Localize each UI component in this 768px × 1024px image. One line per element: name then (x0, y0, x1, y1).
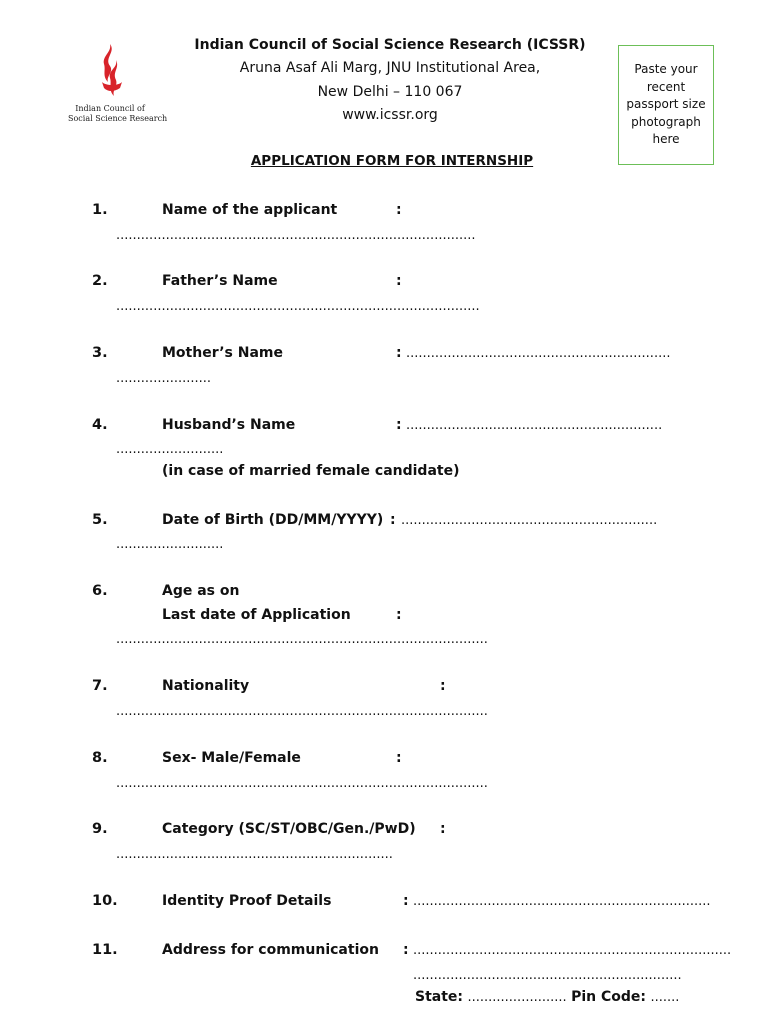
field-number: 3. (92, 345, 108, 361)
field-colon: : (440, 678, 446, 694)
field-colon: : (403, 942, 409, 958)
field-number: 8. (92, 750, 108, 766)
age-fill-line[interactable]: .......................................................................................... (116, 632, 488, 647)
photo-instruction: Paste your recent passport size photograph here (626, 62, 706, 147)
field-colon: : (396, 607, 402, 623)
field-label-age: Age as on (162, 583, 240, 599)
field-label-identity: Identity Proof Details (162, 893, 332, 909)
field-label-father: Father’s Name (162, 273, 278, 289)
dob-fill-line-1[interactable]: .............................................................. (401, 513, 658, 528)
state-label: State: (415, 989, 464, 1005)
husband-fill-line-1[interactable]: .............................................................. (406, 418, 663, 433)
field-label-mother: Mother’s Name (162, 345, 283, 361)
photo-placeholder-box[interactable] (618, 45, 714, 165)
field-number: 2. (92, 273, 108, 289)
field-colon: : (390, 512, 396, 528)
mother-fill-line-1[interactable]: ................................................................ (406, 346, 671, 361)
website-text: www.icssr.org (342, 107, 438, 123)
field-number: 6. (92, 583, 108, 599)
name-fill-line[interactable]: ....................................................................................... (116, 228, 476, 243)
field-colon: : (396, 202, 402, 218)
pin-code-fill-line[interactable]: ....... (650, 990, 680, 1005)
sex-fill-line[interactable]: .......................................................................................... (116, 776, 488, 791)
category-fill-line[interactable]: ................................................................... (116, 847, 393, 862)
field-number: 9. (92, 821, 108, 837)
address-line-2: New Delhi – 110 067 (317, 84, 463, 100)
field-number: 11. (92, 942, 118, 958)
field-number: 7. (92, 678, 108, 694)
field-colon: : (396, 345, 402, 361)
field-colon: : (440, 821, 446, 837)
field-label-husband: Husband’s Name (162, 417, 296, 433)
address-fill-line-2[interactable]: ................................................................. (413, 968, 682, 983)
field-label-dob: Date of Birth (DD/MM/YYYY) (162, 512, 384, 528)
flame-logo-icon (96, 42, 126, 104)
field-colon: : (396, 417, 402, 433)
logo-caption-line2: Social Science Research (68, 114, 168, 123)
pin-code-label: Pin Code: (571, 989, 647, 1005)
form-title: APPLICATION FORM FOR INTERNSHIP (250, 153, 534, 169)
husband-fill-line-2[interactable]: .......................... (116, 442, 224, 457)
logo-caption-line1: Indian Council of (75, 104, 145, 113)
field-colon: : (396, 273, 402, 289)
husband-note: (in case of married female candidate) (162, 463, 460, 479)
state-pin-row (415, 989, 679, 1005)
field-label-category: Category (SC/ST/OBC/Gen./PwD) (162, 821, 416, 837)
field-label-age-line2: Last date of Application (162, 607, 351, 623)
field-label-address: Address for communication (162, 942, 379, 958)
state-fill-line[interactable]: ........................ (467, 990, 567, 1005)
father-fill-line[interactable]: ........................................................................................ (116, 299, 480, 314)
address-line-1: Aruna Asaf Ali Marg, JNU Institutional Area, (239, 60, 541, 76)
field-number: 10. (92, 893, 118, 909)
address-fill-line-1[interactable]: ............................................................................. (413, 943, 732, 958)
field-label-name: Name of the applicant (162, 202, 338, 218)
field-label-nationality: Nationality (162, 678, 250, 694)
field-number: 5. (92, 512, 108, 528)
field-number: 1. (92, 202, 108, 218)
field-colon: : (396, 750, 402, 766)
identity-fill-line[interactable]: ........................................................................ (413, 894, 711, 909)
field-colon: : (403, 893, 409, 909)
mother-fill-line-2[interactable]: ....................... (116, 371, 212, 386)
field-number: 4. (92, 417, 108, 433)
dob-fill-line-2[interactable]: .......................... (116, 537, 224, 552)
field-label-sex: Sex- Male/Female (162, 750, 301, 766)
nationality-fill-line[interactable]: .......................................................................................... (116, 704, 488, 719)
org-name: Indian Council of Social Science Research (ICSSR) (194, 37, 586, 53)
